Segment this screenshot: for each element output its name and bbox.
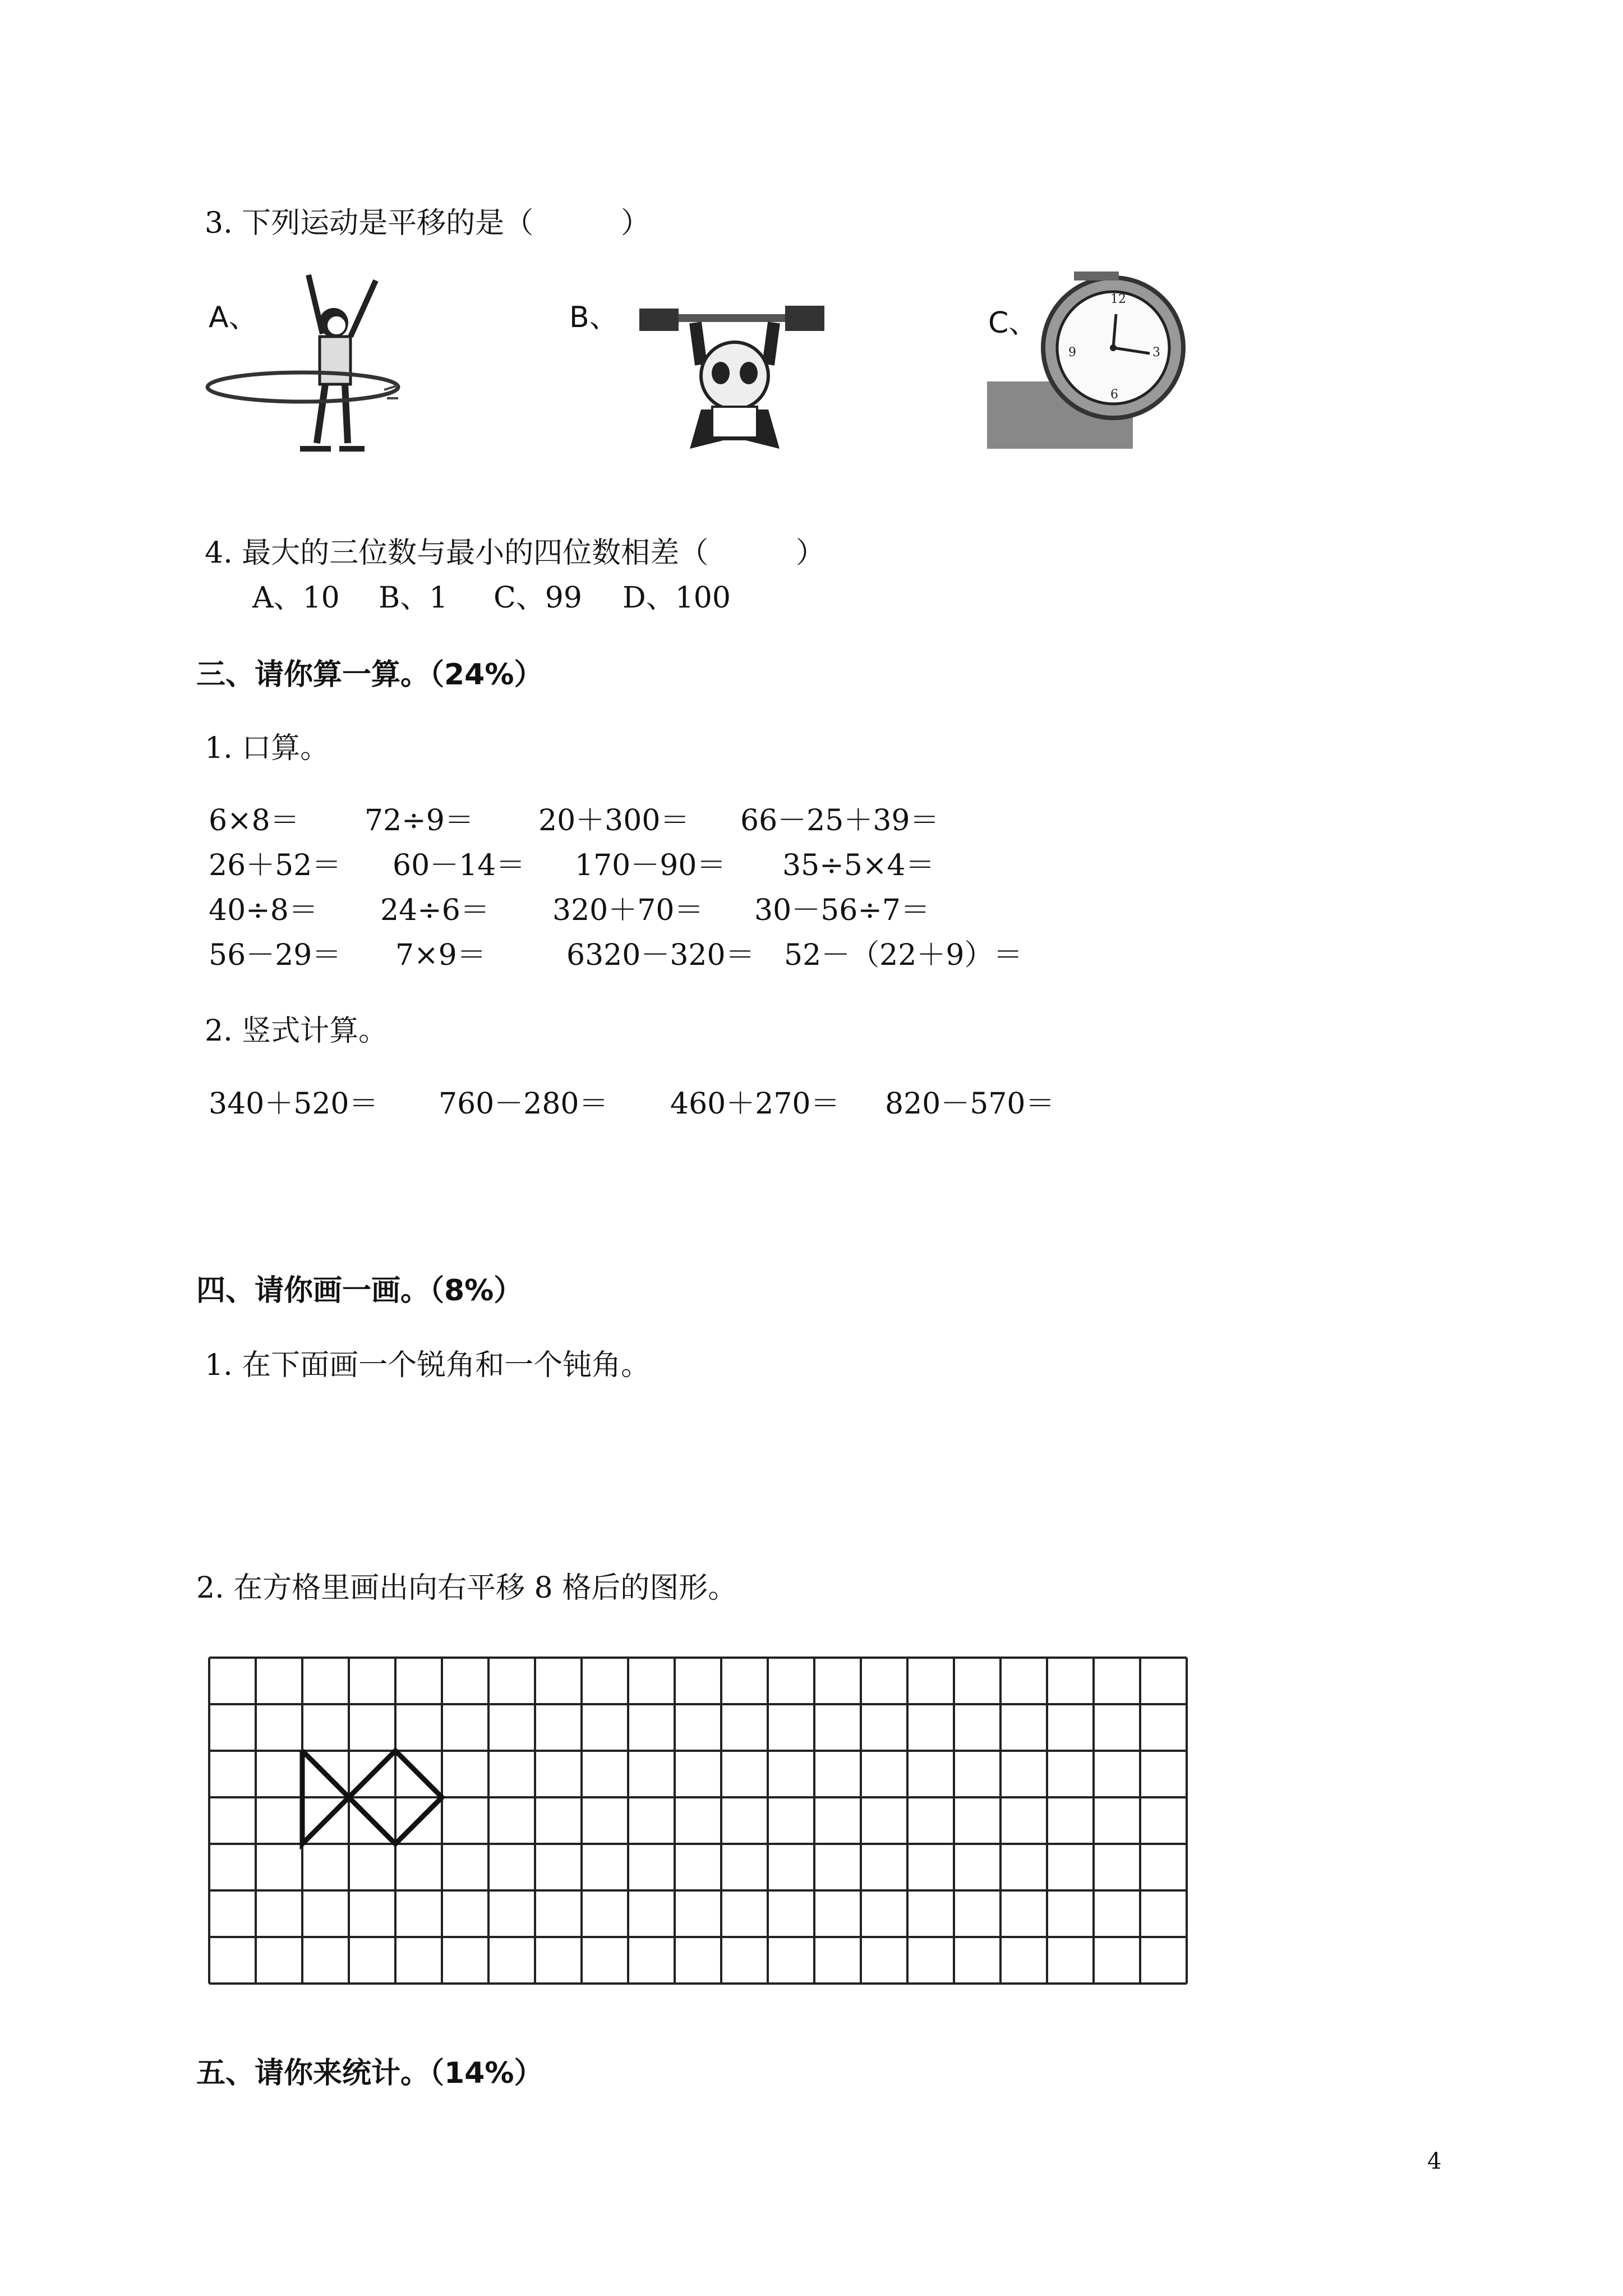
svg-text:12: 12 (1110, 292, 1126, 306)
oral-calc-item: 7×9＝ (395, 938, 486, 972)
q3-option-a-label: A、 (209, 301, 258, 334)
vertical-calc-item: 460＋270＝ (670, 1087, 840, 1121)
vertical-calc-item: 820－570＝ (885, 1087, 1055, 1121)
section4-sub1: 1. 在下面画一个锐角和一个钝角。 (205, 1349, 651, 1382)
oral-calc-item: 60－14＝ (393, 849, 525, 882)
oral-calc-item: 20＋300＝ (538, 804, 690, 838)
q3-option-b-label: B、 (569, 301, 619, 334)
oral-calc-item: 170－90＝ (575, 849, 726, 882)
hula-hoop-girl-icon (196, 269, 409, 482)
q4-option-d: D、100 (623, 581, 731, 615)
section4-sub2: 2. 在方格里画出向右平移 8 格后的图形。 (196, 1571, 737, 1605)
oral-calc-item: 6×8＝ (209, 804, 299, 838)
oral-calc-item: 72÷9＝ (365, 804, 474, 838)
alarm-clock-icon (984, 264, 1197, 460)
oral-calc-item: 6320－320＝ (566, 938, 755, 972)
q4-option-a: A、10 (252, 581, 340, 615)
svg-text:6: 6 (1110, 388, 1118, 402)
svg-text:3: 3 (1152, 346, 1160, 360)
vertical-calc-item: 340＋520＝ (209, 1087, 379, 1121)
section3-sub2: 2. 竖式计算。 (205, 1014, 388, 1048)
vertical-calc-item: 760－280＝ (439, 1087, 608, 1121)
q3-option-c-label: C、 (988, 306, 1038, 340)
section3-title: 三、请你算一算。（24%） (196, 658, 543, 692)
grid-lines (209, 1658, 1187, 1984)
q4-option-c: C、99 (494, 581, 582, 615)
oral-calc-item: 66－25＋39＝ (740, 804, 939, 838)
section5-title: 五、请你来统计。（14%） (196, 2056, 543, 2090)
oral-calc-item: 52－（22＋9）＝ (784, 938, 1023, 972)
oral-calc-item: 35÷5×4＝ (782, 849, 935, 882)
q3-text: 3. 下列运动是平移的是（ ） (205, 206, 651, 240)
page-number: 4 (1427, 2148, 1442, 2174)
oral-calc-item: 24÷6＝ (380, 894, 490, 927)
section3-sub1: 1. 口算。 (205, 731, 330, 765)
oral-calc-item: 320＋70＝ (552, 894, 704, 927)
section4-title: 四、请你画一画。（8%） (196, 1274, 523, 1308)
oral-calc-item: 30－56÷7＝ (754, 894, 930, 927)
oral-calc-item: 26＋52＝ (209, 849, 342, 882)
translation-grid (209, 1658, 1191, 1989)
q4-option-b: B、1 (379, 581, 448, 615)
oral-calc-item: 56－29＝ (209, 938, 342, 972)
panda-weightlifting-icon (634, 297, 841, 460)
oral-calc-item: 40÷8＝ (209, 894, 318, 927)
svg-text:9: 9 (1068, 346, 1076, 360)
q4-text: 4. 最大的三位数与最小的四位数相差（ ） (205, 536, 826, 570)
